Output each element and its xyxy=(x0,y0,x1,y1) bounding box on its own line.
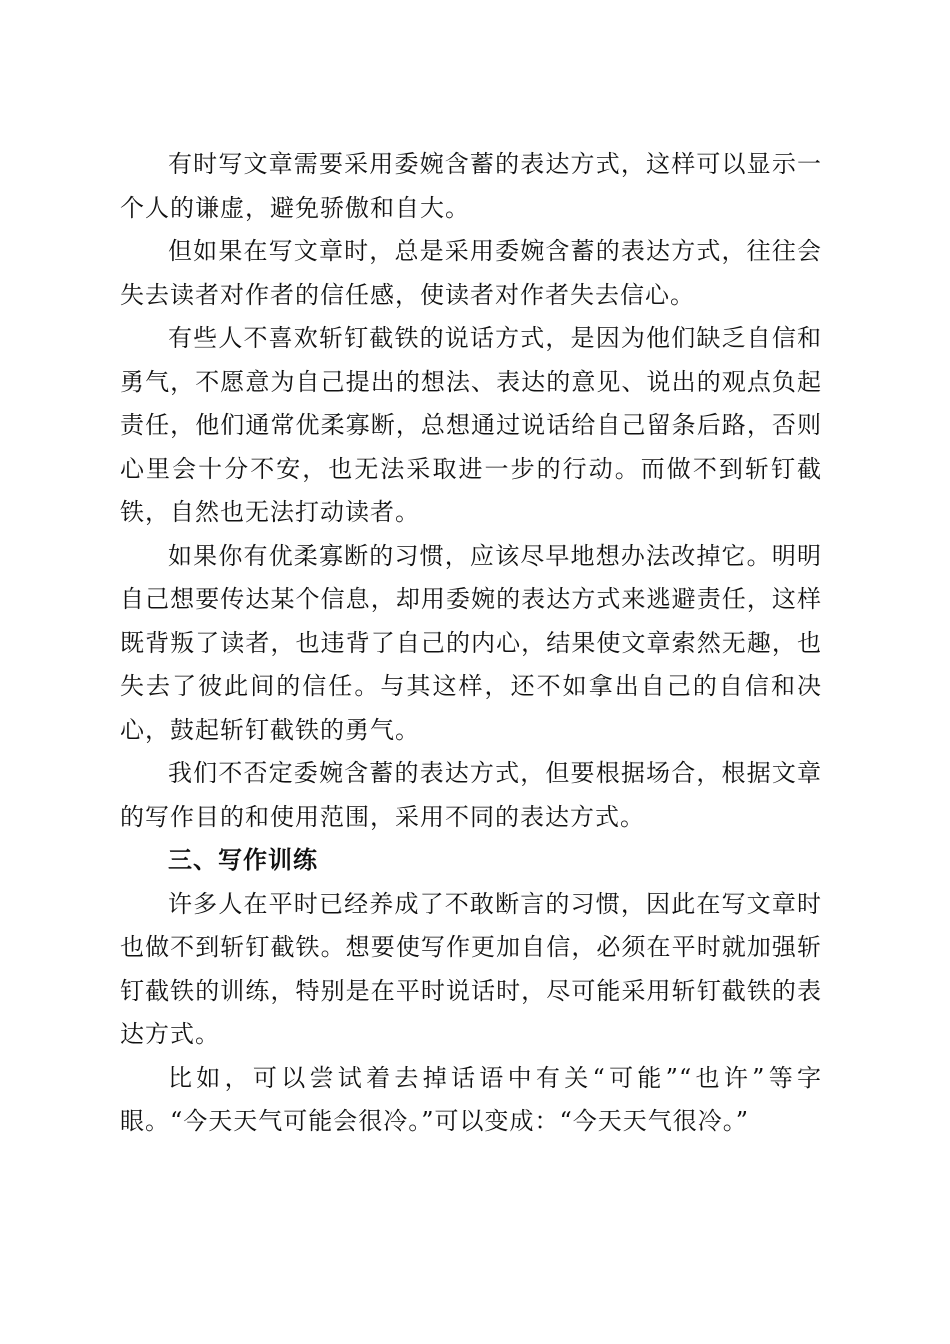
section-paragraph-1: 许多人在平时已经养成了不敢断言的习惯，因此在写文章时也做不到斩钉截铁。想要使写作更加自信，必须在平时就加强斩钉截铁的训练，特别是在平时说话时，尽可能采用斩钉截铁的表达方式。 xyxy=(120,889,822,1048)
section-heading: 三、写作训练 xyxy=(168,846,318,874)
paragraph-3: 有些人不喜欢斩钉截铁的说话方式，是因为他们缺乏自信和勇气，不愿意为自己提出的想法、表达的意见、说出的观点负起责任，他们通常优柔寡断，总想通过说话给自己留条后路，否则心里会十分不安，也无法采取进一步的行动。而做不到斩钉截铁，自然也无法打动读者。 xyxy=(120,324,822,526)
document-body xyxy=(120,143,822,1144)
paragraph-2: 但如果在写文章时，总是采用委婉含蓄的表达方式，往往会失去读者对作者的信任感，使读者对作者失去信心。 xyxy=(120,237,822,309)
paragraph-4: 如果你有优柔寡断的习惯，应该尽早地想办法改掉它。明明自己想要传达某个信息，却用委婉的表达方式来逃避责任，这样既背叛了读者，也违背了自己的内心，结果使文章索然无趣，也失去了彼此间的信任。与其这样，还不如拿出自己的自信和决心，鼓起斩钉截铁的勇气。 xyxy=(120,541,822,744)
paragraph-1: 有时写文章需要采用委婉含蓄的表达方式，这样可以显示一个人的谦虚，避免骄傲和自大。 xyxy=(120,150,822,222)
section-paragraph-2: 比如，可以尝试着去掉话语中有关“可能”“也许”等字眼。“今天天气可能会很冷。”可以变成：“今天天气很冷。” xyxy=(120,1063,822,1135)
paragraph-5: 我们不否定委婉含蓄的表达方式，但要根据场合，根据文章的写作目的和使用范围，采用不同的表达方式。 xyxy=(120,759,822,831)
